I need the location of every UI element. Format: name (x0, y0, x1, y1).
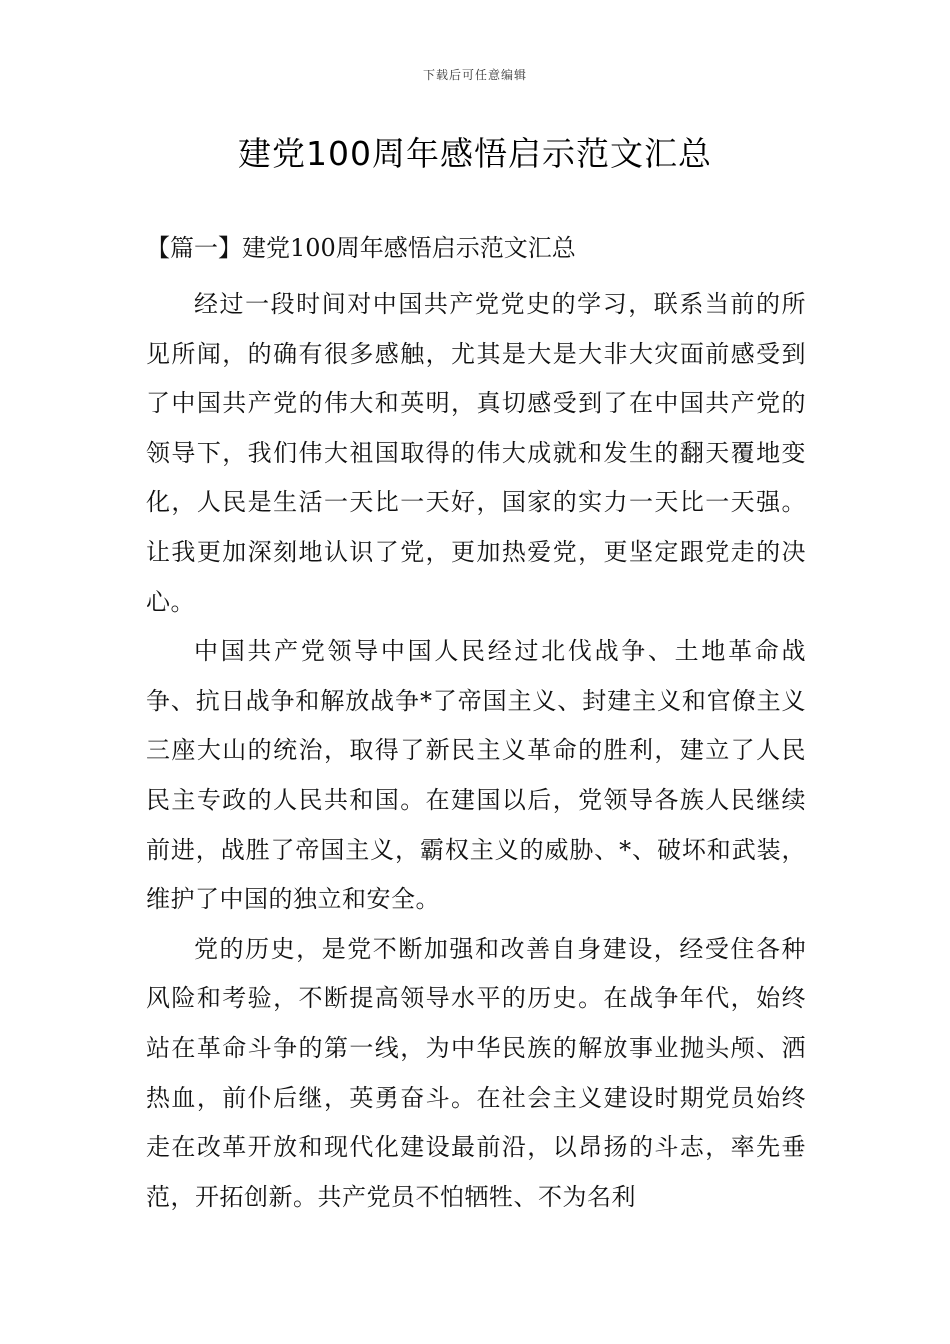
paragraph-2: 中国共产党领导中国人民经过北伐战争、土地革命战争、抗日战争和解放战争*了帝国主义、封建主义和官僚主义三座大山的统治，取得了新民主义革命的胜利，建立了人民民主专政的人民共和国。在建国以后，党领导各族人民继续前进，战胜了帝国主义，霸权主义的威胁、*、破坏和武装，维护了中国的独立和安全。 (146, 637, 806, 914)
paragraph-3: 党的历史，是党不断加强和改善自身建设，经受住各种风险和考验，不断提高领导水平的历史。在战争年代，始终站在革命斗争的第一线，为中华民族的解放事业抛头颅、洒热血，前仆后继，英勇奋斗。在社会主义建设时期党员始终走在改革开放和现代化建设最前沿，以昂扬的斗志，率先垂范，开拓创新。共产党员不怕牺牲、不为名利 (146, 934, 806, 1211)
section-heading: 【篇一】建党100周年感悟启示范文汇总 (146, 234, 576, 262)
page-header-note: 下载后可任意编辑 (422, 68, 527, 82)
document-title: 建党100周年感悟启示范文汇总 (238, 134, 712, 173)
paragraph-1: 经过一段时间对中国共产党党史的学习，联系当前的所见所闻，的确有很多感触，尤其是大是大非大灾面前感受到了中国共产党的伟大和英明，真切感受到了在中国共产党的领导下，我们伟大祖国取得的伟大成就和发生的翻天覆地变化，人民是生活一天比一天好，国家的实力一天比一天强。让我更加深刻地认识了党，更加热爱党，更坚定跟党走的决心。 (146, 290, 806, 616)
document-body (146, 280, 806, 1222)
